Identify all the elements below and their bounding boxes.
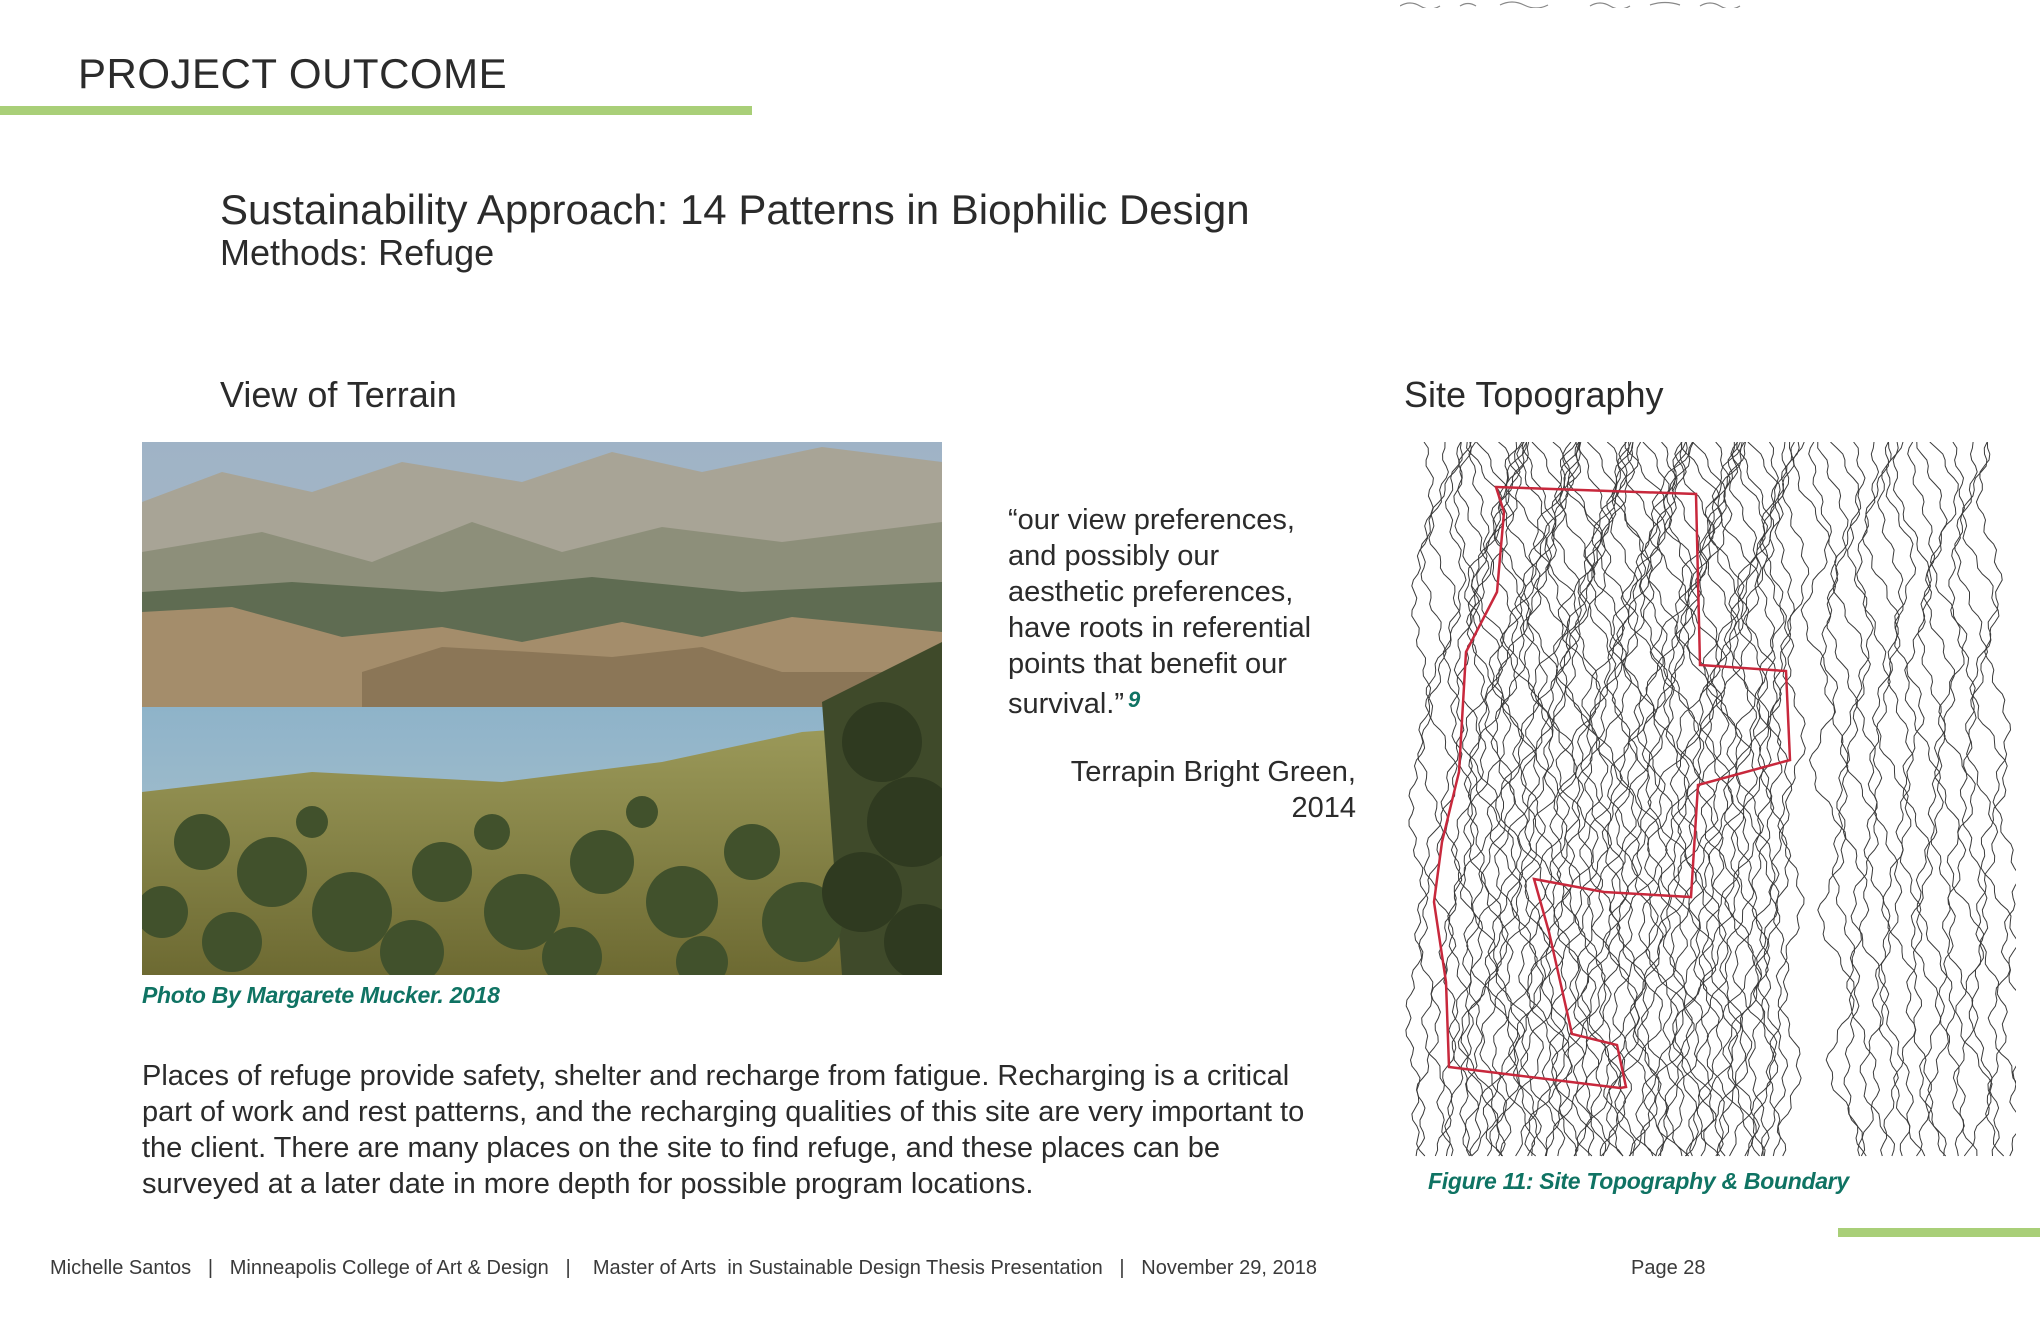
view-of-terrain-title: View of Terrain [220, 374, 457, 415]
page-title: PROJECT OUTCOME [78, 50, 508, 97]
contour-line [1545, 442, 1595, 1156]
topography-map [1404, 442, 2016, 1160]
top-contour-fragment [1400, 0, 1780, 8]
contour-line [1487, 442, 1533, 1156]
contour-line [1406, 442, 1434, 1156]
attribution-year: 2014 [1291, 792, 1356, 824]
contour-line [1422, 442, 1461, 1156]
footnote-marker: 9 [1128, 687, 1141, 712]
quote-line: “our view preferences, [1008, 504, 1295, 536]
contour-line [1541, 442, 1579, 1156]
quote-line-last [1008, 682, 1358, 722]
contour-line [1483, 442, 1526, 1156]
page-number: Page 28 [1631, 1257, 1706, 1279]
quote-line: and possibly our [1008, 540, 1220, 572]
contour-line [1793, 442, 1862, 1156]
quote-line: aesthetic preferences, [1008, 576, 1294, 608]
contour-line [1917, 442, 1977, 1156]
contour-line [1930, 442, 1992, 1156]
body-line: the client. There are many places on the site to find refuge, and these places can be [142, 1132, 1220, 1164]
contour-line [1445, 442, 1480, 1156]
site-topography-title: Site Topography [1404, 374, 1664, 415]
contour-line [1552, 442, 1603, 1156]
contour-line [1809, 442, 1867, 1156]
method-subheading: Methods: Refuge [220, 232, 495, 273]
footer-credits: Michelle Santos | Minneapolis College of Art & Design | Master of Arts in Sustainable Design Thesis Presentation | November 29, 2018 [50, 1257, 1317, 1279]
header-accent-bar [0, 106, 752, 115]
refuge-description [142, 1058, 1372, 1202]
terrain-photo [142, 442, 942, 975]
contour-line [1751, 442, 1786, 1156]
contour-line [1949, 442, 1999, 1156]
contour-line [1607, 442, 1654, 1156]
body-line: Places of refuge provide safety, shelter and recharge from fatigue. Recharging is a critical [142, 1060, 1290, 1092]
quote-line: survival.” [1008, 688, 1125, 720]
section-heading: Sustainability Approach: 14 Patterns in Biophilic Design [220, 186, 1250, 233]
contour-line [1644, 442, 1701, 1156]
quote-attribution [1010, 754, 1356, 826]
attribution-source: Terrapin Bright Green, [1070, 756, 1356, 788]
contour-line [1570, 442, 1609, 1156]
contour-line [1831, 442, 1895, 1156]
contour-line [1773, 442, 1808, 1156]
quote-line: have roots in referential [1008, 612, 1312, 644]
body-line: part of work and rest patterns, and the recharging qualities of this site are very important to [142, 1096, 1305, 1128]
contour-line [1976, 442, 2016, 1156]
photo-caption: Photo By Margarete Mucker. 2018 [142, 982, 500, 1008]
contour-line [1908, 442, 1966, 1156]
topography-caption: Figure 11: Site Topography & Boundary [1428, 1168, 1849, 1194]
contour-line [1878, 442, 1932, 1156]
body-line: surveyed at a later date in more depth for possible program locations. [142, 1168, 1034, 1200]
contour-line [1719, 442, 1758, 1156]
contour-line [1694, 442, 1737, 1156]
footer-accent-bar [1838, 1228, 2040, 1237]
quote-line: points that benefit our [1008, 648, 1287, 680]
biophilic-quote [1008, 502, 1358, 722]
contour-line [1666, 442, 1715, 1156]
contour-line [1848, 442, 1899, 1156]
